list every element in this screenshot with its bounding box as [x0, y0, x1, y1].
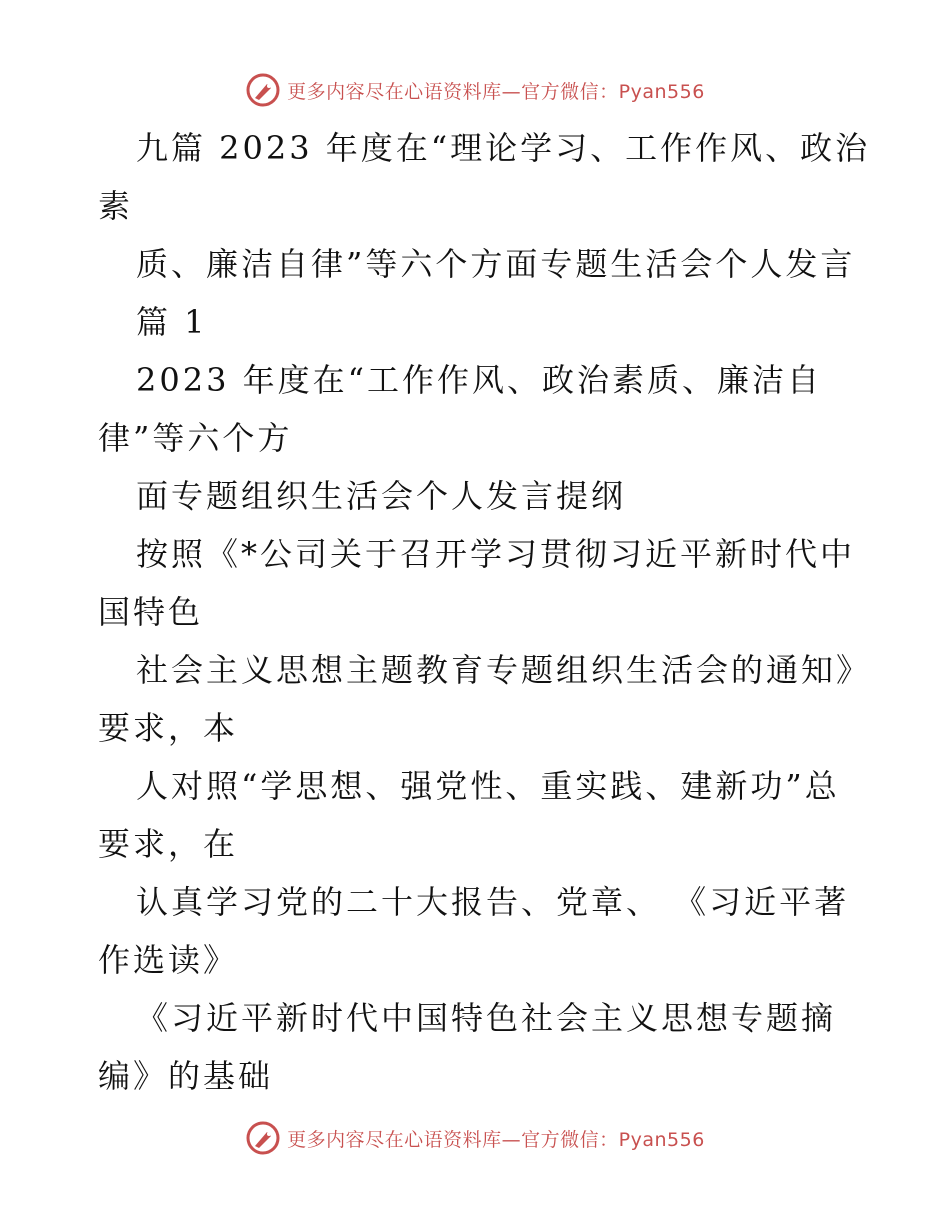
doc-line: 认真学习党的二十大报告、党章、 《习近平著: [136, 883, 850, 921]
doc-line: 九篇 2023 年度在“理论学习、工作作风、政治: [136, 129, 871, 167]
doc-line: 国特色: [98, 593, 204, 631]
doc-line: 面专题组织生活会个人发言提纲: [136, 477, 627, 515]
doc-line: 编》的基础: [98, 1057, 274, 1095]
doc-line: 2023 年度在“工作作风、政治素质、廉洁自: [136, 361, 822, 399]
doc-line: 要求，本: [98, 709, 239, 747]
doc-line: 素: [98, 187, 134, 225]
footer-watermark: [0, 1116, 950, 1160]
doc-line: 人对照“学思想、强党性、重实践、建新功”总: [136, 767, 840, 805]
doc-line: 作选读》: [98, 941, 239, 979]
header-watermark: [0, 68, 950, 112]
document-body: [98, 120, 872, 1106]
doc-line: 律”等六个方: [98, 419, 293, 457]
doc-line: 社会主义思想主题教育专题组织生活会的通知》: [136, 651, 872, 689]
doc-line: 质、廉洁自律”等六个方面专题生活会个人发言: [136, 245, 856, 283]
footer-watermark-text: 更多内容尽在心语资料库—官方微信：Pyan556: [287, 1128, 705, 1151]
doc-line: 按照《*公司关于召开学习贯彻习近平新时代中: [136, 535, 856, 573]
header-watermark-text: 更多内容尽在心语资料库—官方微信：Pyan556: [287, 80, 705, 103]
pen-nib-logo-icon: [245, 1120, 281, 1156]
doc-line: 要求，在: [98, 825, 239, 863]
pen-nib-logo-icon: [245, 72, 281, 108]
doc-line: 篇 1: [136, 303, 208, 341]
doc-line: 《习近平新时代中国特色社会主义思想专题摘: [136, 999, 837, 1037]
